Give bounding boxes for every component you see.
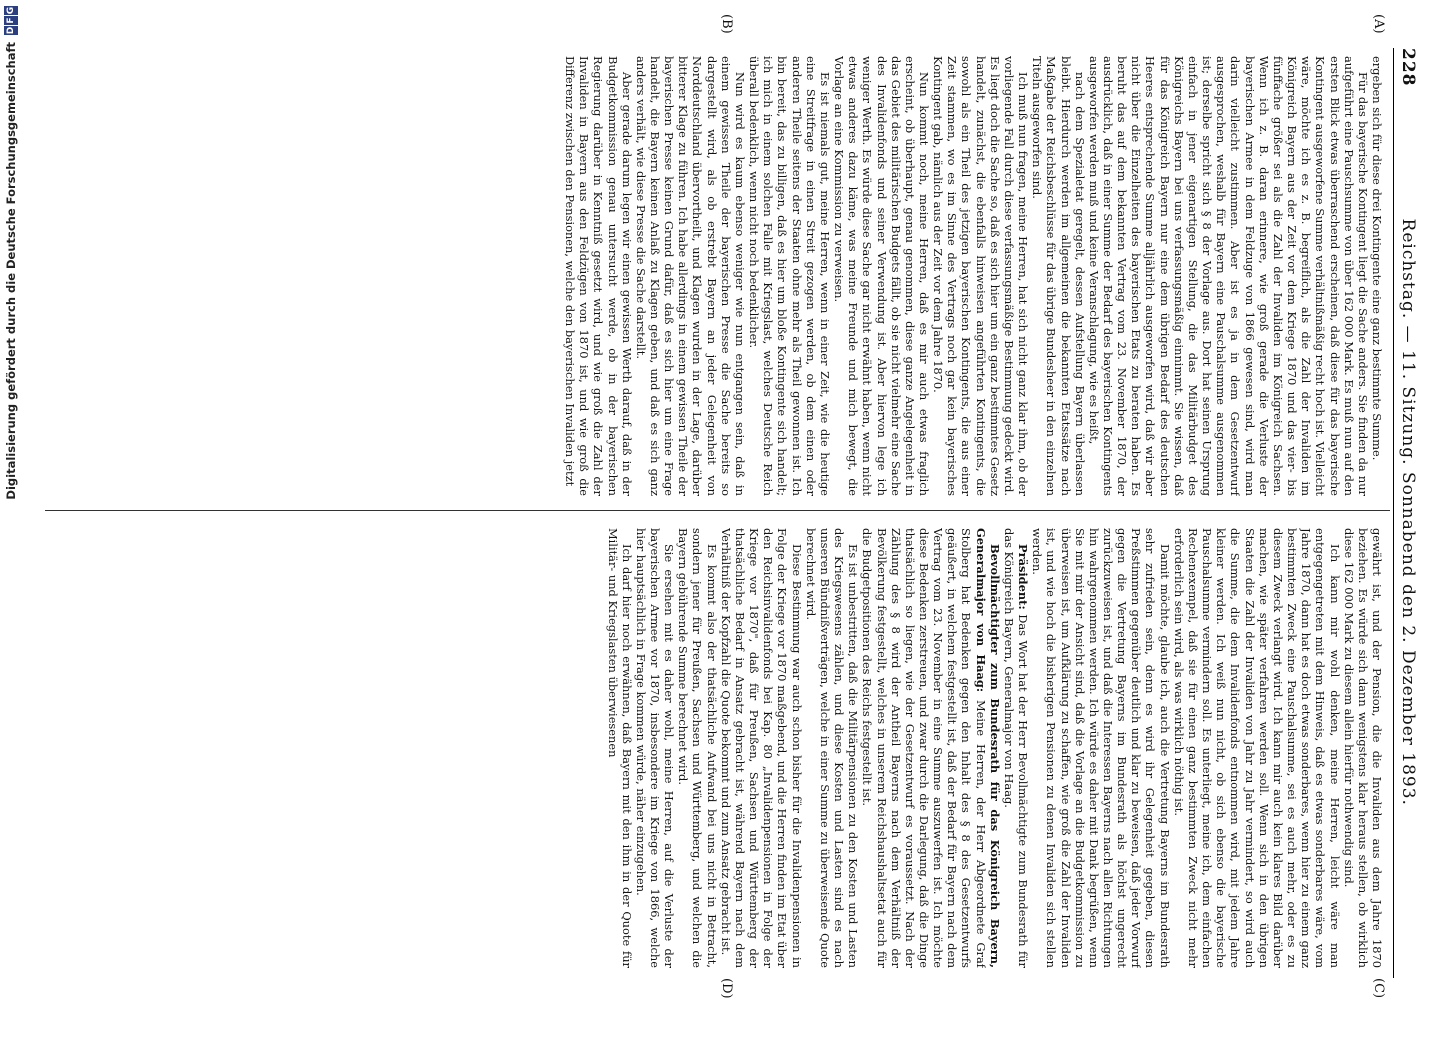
paragraph: Ich darf hier noch erwähnen, daß Bayern mit den ihm in der Quote für Militär- und Kriegslasten überwiesenen xyxy=(605,528,634,968)
dfg-logo-letter: D xyxy=(6,26,16,35)
paragraph: Es ist unbestritten, daß die Militärpensionen zu den Kosten und Lasten des Kriegswesens zählen, und diese Kosten und Lasten sind es nach unseren Bündnißverträgen, welche in einer Summe zu überweisende Quote berechnet wird. xyxy=(803,528,861,968)
running-title: Reichstag. — 11. Sitzung. Sonnabend den 2. Dezember 1893. xyxy=(1398,218,1418,806)
footer xyxy=(0,0,22,1000)
dfg-logo-letter: G xyxy=(6,6,16,15)
paragraph: Diese Bestimmung war auch schon bisher für die Invalidenpensionen in Folge der Kriege vor 1870 maßgebend, und die Herren finden im Etat über den Reichsinvalidenfonds bei Kap. 80 „Invalidenpensionen in Folge der Kriege vor 1870", daß für Preußen, Sachsen und Württemberg der thatsächliche Bedarf in Ansatz gebracht ist, während Bayern nach dem Verhältniß der Kopfzahl die Quote bekommt und zum Ansatz gebracht ist. xyxy=(718,528,804,968)
column-divider xyxy=(45,510,1390,511)
speaker-name: Bevollmächtigter zum Bundesrath für das Königreich Bayern, Generalmajor von Haag: xyxy=(973,528,1002,968)
speaker-name: Präsident: xyxy=(1016,544,1031,610)
margin-mark-b: (B) xyxy=(719,14,734,34)
paragraph: Sie ersehen mit es daher wohl, meine Herren, auf die Verluste der bayerischen Armee vor 1870, insbesondere im Kriege von 1866, welche hier hauptsächlich in Frage kommen würde, näher einzugehen. xyxy=(633,528,677,968)
paragraph: Nun wird es kaum ebenso weniger wie nun entgangen sein, daß in einem gewissen Theile der bayerischen Presse die Sache bereits so dargestellt wird, als ob erstrebt Bayern an jeder Gelegenheit von Norddeutschland übervortheilt, und Klagen wurden in der Lage, darüber bitterer Klage zu führen. Ich habe allerdings in einem gewissen Theile der bayerischen Presse keinen Grund dafür, daß es sich hier um eine Frage handelt, die Bayern keinen Anlaß zu Klagen geben, und daß es sich ganz anders verhält, wie diese Presse die Sache darstellt. xyxy=(633,56,747,496)
paragraph: gewährt ist, und der Pension, die die Invaliden aus dem Jahre 1870 beziehen. Es würde sich dann wenigstens klar heraus stellen, ob wirklich diese 162 000 Mark zu diesem allein hierfür nothwendig sind. xyxy=(1341,528,1384,968)
margin-mark-d: (D) xyxy=(719,978,734,999)
paragraph: Für das bayerische Kontingent liegt die Sache anders. Sie finden da nur aufgeführt eine Pauschsumme von über 162 000 Mark. Es muß nun auf den ersten Blick etwas überraschend erscheinen, daß diese für das bayerische Kontingent ausgeworfene Summe verhältnißmäßig recht hoch ist. Vielleicht wäre, möchte ich es z. B. begreiflich, als die Zahl der Invaliden im Königreich Bayern aus der Zeit vor dem Kriege 1870 und das vier- bis fünffache größer sei als die Zahl der Invaliden im Königreich Sachsen. Wenn ich z. B. daran erinnere, wie groß gerade die Verluste der bayerischen Armee in dem Feldzuge von 1866 gewesen sind, wird man darin vielleicht zustimmen. Aber ist es ja in dem Gesetzentwurf ausgesprochen, weshalb für Bayern eine Pauschalsumme ausgenommen ist; derselbe spricht sich § 8 der Vorlage aus. Dort hat seinen Ursprung einfach in jener eigenartigen Stellung, die das Militärbudget des Königreichs Bayern bei uns verfassungsmäßig einnimmt. Sie wissen, daß für das Königreich Bayern nur eine dem übrigen Bedarf des deutschen Heeres entsprechende Summe alljährlich ausgeworfen wird, daß wir aber nicht über die Einzelheiten des bayerischen Etats zu beraten haben. Es beruht das auf dem bekannten Vertrag vom 23. November 1870, der ausdrücklich, daß in einer Summe der Bedarf des bayerischen Kontingents ausgeworfen werden muß und keine Veranschlagung, wie es heißt, xyxy=(1086,56,1370,496)
footer-text: Digitalisierung gefördert durch die Deutsche Forschungsgemeinschaft xyxy=(4,42,18,500)
left-column xyxy=(44,56,1384,496)
page-number: 228 xyxy=(1398,48,1418,87)
margin-mark-a: (A) xyxy=(1371,14,1386,34)
header-rule xyxy=(1393,48,1394,978)
paragraph: Nun kommt noch, meine Herren, daß es mir auch etwas fraglich erscheint, ob überhaupt, genau genommen, diese ganze Angelegenheit in das Gebiet des militärischen Budgets fällt, ob sie nicht vielmehr eine Sache des Invalidenfonds und seiner Verwendung ist. Aber hiervon lege ich weniger Werth. Es würde diese Sache gar nicht erwähnt haben, wenn nicht etwas anderes dazu käme, was meine Freunde und mich bewegt, die Vorlage an eine Kommission zu verweisen. xyxy=(832,56,931,496)
paragraph: Es ist niemals gut, meine Herren, wenn in einer Zeit, wie die heutige eine Streitfrage in einen Streit gezogen werden, ob dem einen oder anderen Theile seitens der Staaten ohne mehr als Theil gewonnen ist. Ich bin bereit, das zu billigen, daß es hier um bloße Kontingente sich handelt; ich mich in einem solchen Falle mit Kriegslast, welches Deutsche Reich überall bedenklich, wenn nicht noch bedenklicher. xyxy=(747,56,832,496)
page-content xyxy=(24,14,1424,1048)
dfg-logo-letter: F xyxy=(6,17,16,24)
paragraph: ergeben sich für diese drei Kontingente eine ganz bestimmte Summe. xyxy=(1370,56,1384,461)
footer-strip xyxy=(0,0,22,1000)
paragraph: Es kommt also der thatsächliche Aufwand bei uns nicht in Betracht, sondern jener für Preußen, Sachsen und Württemberg, und welchen die Bayern gebührende Summe berechnet wird. xyxy=(676,528,719,968)
speaker-paragraph: Bevollmächtigter zum Bundesrath für das Königreich Bayern, Generalmajor von Haag: Meine Herren, der Herr Abgeordnete Graf Stolberg hat Bedenken gegen den Inhalt des § 8 des Gesetzentwurfs geäußert, in welchem festgestellt ist, daß der Bedarf für Bayern nach dem Vertrag vom 23. November in eine Summe auszuwerfen ist. Ich möchte diese Bedenken zerstreuen, und zwar durch die Darlegung, daß die Dinge thatsächlich so liegen, wie der Gesetzentwurf es voraussetzt. Nach der Zählung des § 8 wird der Antheil Bayerns nach dem Verhältniß der Bevölkerung festgestellt, welches in unserem Reichshaushaltsetat auch für die Budgetpositionen des Reichs festgestellt ist. xyxy=(860,528,1002,968)
page-header xyxy=(1392,48,1424,978)
speaker-paragraph: Präsident: Das Wort hat der Herr Bevollmächtigte zum Bundesrath für das Königreich Bayern, Generalmajor von Haag. xyxy=(1001,528,1031,968)
margin-mark-c: (C) xyxy=(1371,978,1386,999)
dfg-logo xyxy=(4,6,18,36)
right-column xyxy=(44,528,1384,968)
paragraph: nach dem Spezialetat geregelt, dessen Aufstellung Bayern überlassen bleibt. Hierdurch werden im allgemeinen die bekannten Etatssätze nach Maßgabe der Reichsbeschlüsse für das übrige Bundesheer in den einzelnen Titeln ausgeworfen sind. xyxy=(1030,56,1087,496)
paragraph: Damit möchte, glaube ich, auch die Vertretung Bayerns im Bundesrath sehr zufrieden sein, denn es wird ihr Gelegenheit gegeben, diesen Preßstimmen gegenüber deutlich und klar zu beweisen, daß jeder Vorwurf gegen die Vertretung Bayerns im Bundesrath als höchst ungerecht zurückzuweisen ist, und daß die Interessen Bayerns nach allen Richtungen hin wahrgenommen werden. Ich würde es daher mit Dank begrüßen, wenn Sie mit mir der Ansicht sind, daß die Vorlage an die Budgetkommission zu überweisen ist, um Aufklärung zu schaffen, wie groß die Zahl der Invaliden ist, und wie hoch die bisherigen Pensionen zu denen Invaliden sich stellen werden. xyxy=(1030,528,1172,968)
paragraph: Ich kann mir wohl denken, meine Herren, leicht wäre man entgegengetreten mit dem Hinweis, daß es etwas sonderbares wäre, vom Jahre 1870, dann hat es doch etwas sonderbares, wenn hier zu einem ganz bestimmten Zweck eine Pauschalsumme, sei es auch mehr, oder es zu diesem Zweck verlangt wird. Ich kann mir auch kein klares Bild darüber machen, wie später verfahren werden soll. Wenn sich in den übrigen Staaten die Zahl der Invaliden von Jahr zu Jahr vermindert, so wird auch die Summe, die dem Invalidenfonds entnommen wird, mit jedem Jahre kleiner werden. Ich weiß nun nicht, ob sich ebenso die bayerische Pauschalsumme vermindern soll. Es unterliegt, meine ich, dem einfachen Rechenexempel, daß sie für einen ganz bestimmten Zweck nicht mehr erforderlich sein wird, als was wirklich nöthig ist. xyxy=(1171,528,1342,968)
paragraph: Ich muß nun fragen, meine Herren, hat sich nicht ganz klar ihm, ob der vorliegende Fall durch diese verfassungsmäßige Bestimmung gedeckt wird. Es liegt doch die Sache so, daß es sich hier um ein ganz bestimmtes Gesetz handelt, zunächst, die ebenfalls hinweisen angeführten Kontingents, die sowohl als ein Theil des jetzigen bayerischen Kontingents, die aus einer Zeit stammen, wo es im Sinne des Vertrags noch gar kein bayerisches Kontingent gab, nämlich aus der Zeit vor dem Jahre 1870. xyxy=(931,56,1031,496)
paragraph: Aber gerade darum legen wir einen gewissen Werth darauf, daß in der Budgetkommission genau untersucht werde, ob in der bayerischen Regierung darüber in Kenntniß gesetzt wird, und wie groß die Zahl der Invaliden in Bayern aus den Feldzügen von 1870 ist, und wie groß die Differenz zwischen den Pensionen, welche den bayerischen Invaliden jetzt xyxy=(563,56,634,496)
